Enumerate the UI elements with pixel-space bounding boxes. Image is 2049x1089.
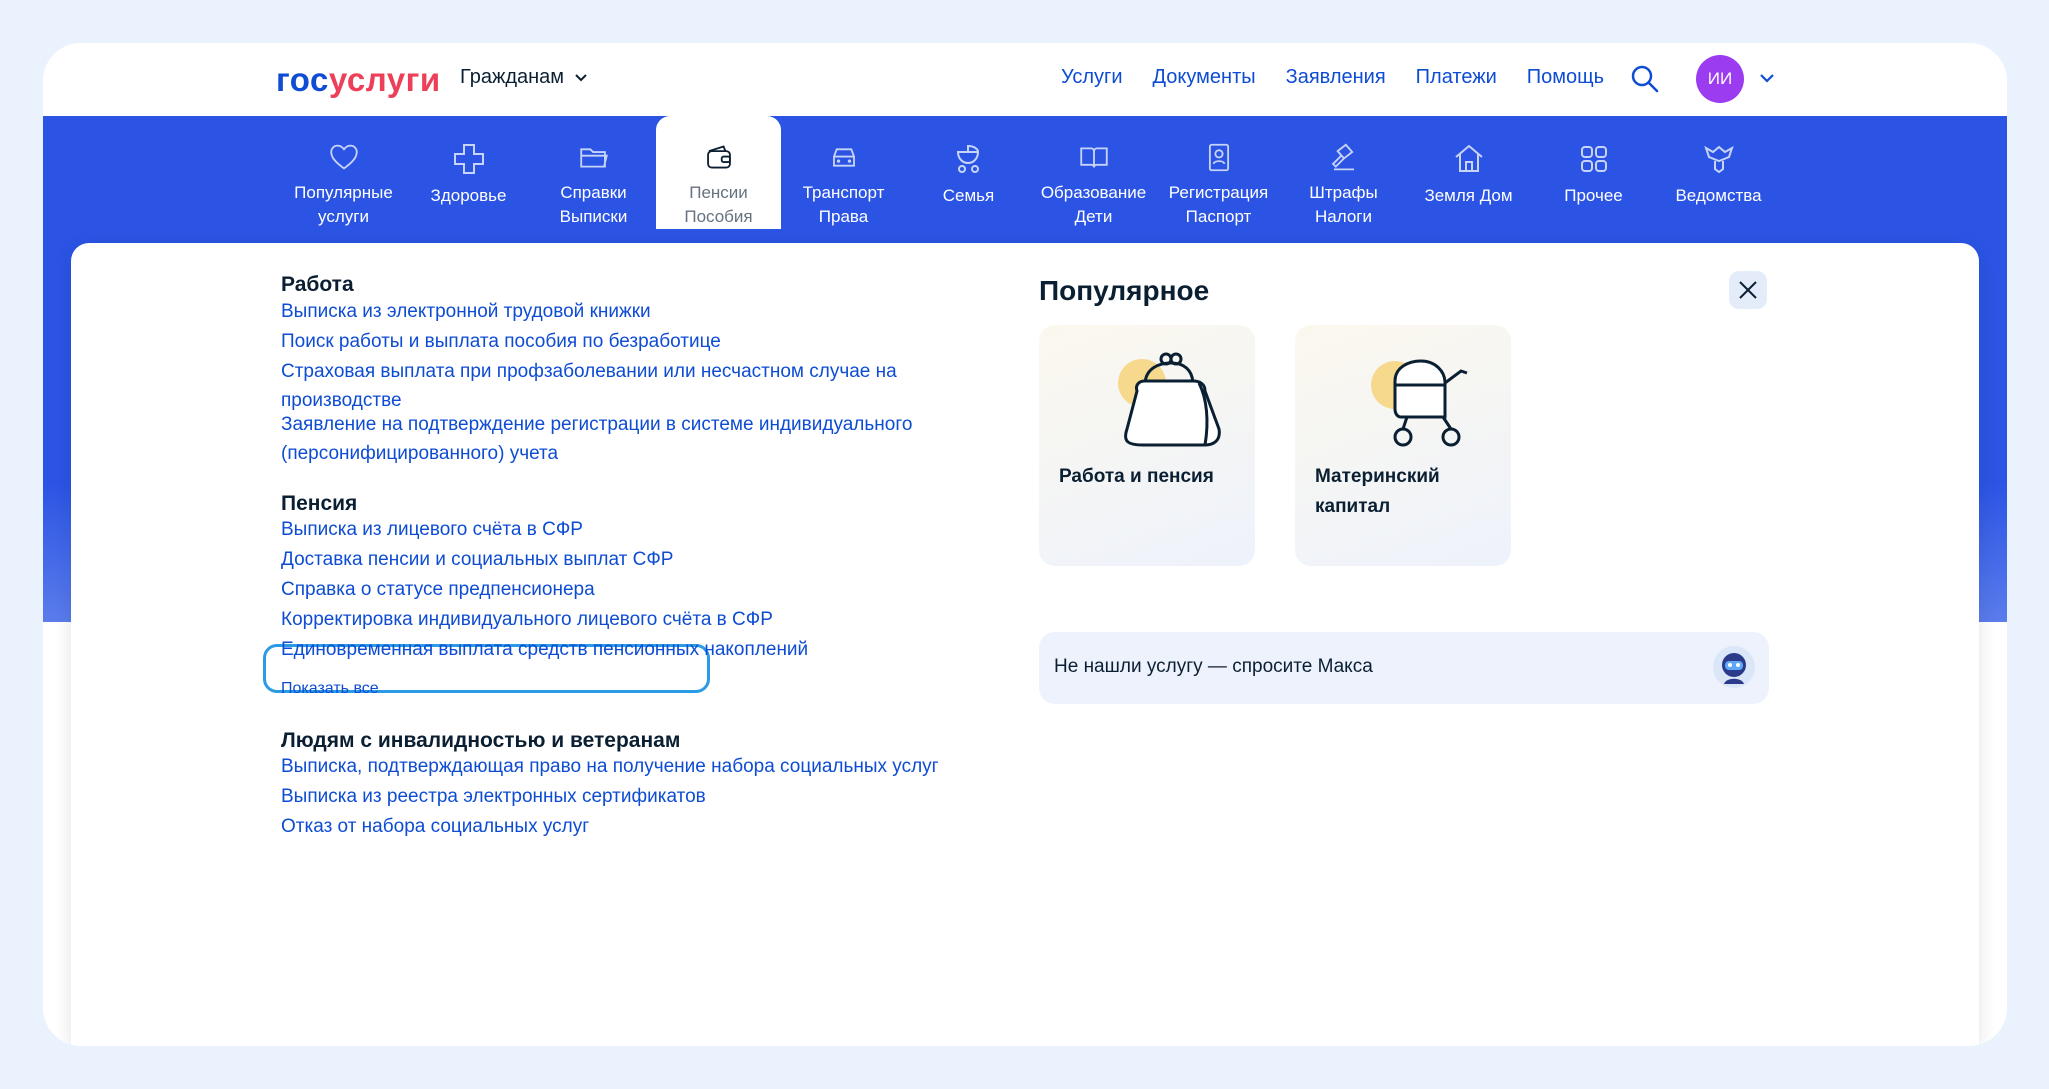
car-icon <box>827 142 861 173</box>
grid-icon <box>1577 142 1611 176</box>
tab-other[interactable]: Прочее <box>1531 116 1656 229</box>
link-social-set-refusal[interactable]: Отказ от набора социальных услуг <box>281 816 590 837</box>
book-icon <box>1077 142 1111 173</box>
tab-transport[interactable]: Транспорт Права <box>781 116 906 229</box>
tab-popular[interactable]: Популярные услуги <box>281 116 406 229</box>
popular-title: Популярное <box>1039 275 1210 306</box>
nav-services[interactable]: Услуги <box>1061 66 1123 88</box>
link-certificates-registry[interactable]: Выписка из реестра электронных сертификатов <box>281 786 706 807</box>
purse-icon <box>1109 345 1233 457</box>
wallet-icon <box>702 142 736 173</box>
tab-agencies[interactable]: Ведомства <box>1656 116 1781 229</box>
main-nav <box>1061 66 1604 89</box>
gavel-icon <box>1327 142 1361 173</box>
card-label: Материнский капитал <box>1315 466 1440 517</box>
link-social-set-extract[interactable]: Выписка, подтверждающая право на получение набора социальных услуг <box>281 756 939 777</box>
nav-help[interactable]: Помощь <box>1526 66 1605 88</box>
tab-certificates[interactable]: Справки Выписки <box>531 116 656 229</box>
category-tabs <box>281 116 1781 229</box>
ask-max-banner[interactable] <box>1039 632 1769 704</box>
passport-icon <box>1202 142 1236 173</box>
tab-registration[interactable]: Регистрация Паспорт <box>1156 116 1281 229</box>
section-title-work: Работа <box>281 273 354 296</box>
gosuslugi-logo[interactable]: госуслуги <box>276 61 441 98</box>
card-label: Работа и пенсия <box>1059 466 1214 487</box>
link-pension-delivery[interactable]: Доставка пенсии и социальных выплат СФР <box>281 549 674 570</box>
top-header <box>43 43 2007 116</box>
baby-carriage-icon <box>1365 345 1489 457</box>
emblem-icon <box>1702 142 1736 176</box>
nav-payments[interactable]: Платежи <box>1415 66 1497 88</box>
ask-max-text: Не нашли услугу — спросите Макса <box>1054 656 1373 677</box>
link-prepension-status[interactable]: Справка о статусе предпенсионера <box>281 579 595 600</box>
popular-card-maternity-capital[interactable] <box>1295 325 1511 566</box>
medical-cross-icon <box>452 142 486 176</box>
nav-applications[interactable]: Заявления <box>1285 66 1386 88</box>
popular-card-work-pension[interactable] <box>1039 325 1255 566</box>
audience-selector[interactable] <box>460 66 588 89</box>
heart-icon <box>327 142 361 173</box>
section-title-pension: Пенсия <box>281 492 358 515</box>
app-window <box>43 43 2007 1046</box>
link-job-search[interactable]: Поиск работы и выплата пособия по безработице <box>281 331 721 352</box>
tab-family[interactable]: Семья <box>906 116 1031 229</box>
stroller-icon <box>952 142 986 176</box>
show-all-link[interactable]: Показать все <box>281 680 379 697</box>
close-icon <box>1737 279 1759 301</box>
link-lump-sum-payment[interactable]: Единовременная выплата средств пенсионных накоплений <box>281 639 809 660</box>
house-icon <box>1452 142 1486 176</box>
search-icon[interactable] <box>1628 62 1662 96</box>
audience-label: Гражданам <box>460 66 565 88</box>
section-title-disabled: Людям с инвалидностью и ветеранам <box>281 729 681 752</box>
link-registration-confirmation[interactable]: Заявление на подтверждение регистрации в системе индивидуального (персонифицированного) учета <box>281 414 913 464</box>
close-button[interactable] <box>1729 271 1767 309</box>
services-panel <box>71 243 1979 1046</box>
tab-fines[interactable]: Штрафы Налоги <box>1281 116 1406 229</box>
nav-documents[interactable]: Документы <box>1152 66 1256 88</box>
tab-education[interactable]: Образование Дети <box>1031 116 1156 229</box>
chevron-down-icon[interactable] <box>1757 68 1777 88</box>
tab-health[interactable]: Здоровье <box>406 116 531 229</box>
chevron-down-icon <box>574 71 588 85</box>
link-work-book-extract[interactable]: Выписка из электронной трудовой книжки <box>281 301 651 322</box>
tab-pensions[interactable]: Пенсии Пособия <box>656 116 781 229</box>
avatar[interactable]: ИИ <box>1696 55 1744 103</box>
tab-land[interactable]: Земля Дом <box>1406 116 1531 229</box>
robot-assistant-icon <box>1713 646 1755 688</box>
link-insurance-payment[interactable]: Страховая выплата при профзаболевании или несчастном случае на производстве <box>281 361 897 411</box>
link-account-correction[interactable]: Корректировка индивидуального лицевого счёта в СФР <box>281 609 773 630</box>
link-account-extract[interactable]: Выписка из лицевого счёта в СФР <box>281 519 583 540</box>
folder-icon <box>577 142 611 173</box>
